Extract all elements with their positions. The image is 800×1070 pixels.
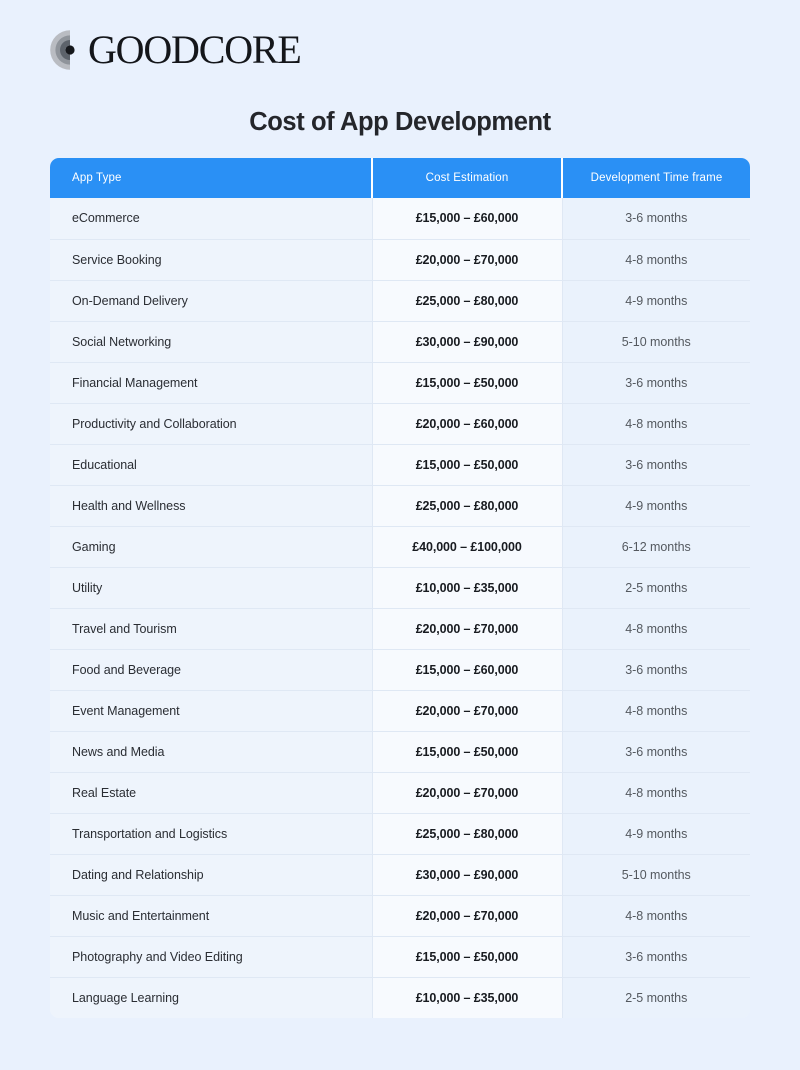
cell-cost-estimation: £25,000 – £80,000 xyxy=(372,280,562,321)
cost-table-container xyxy=(50,158,750,1018)
brand-logo xyxy=(48,28,301,72)
cell-app-type: On-Demand Delivery xyxy=(50,280,372,321)
cell-development-time-frame: 4-8 months xyxy=(562,895,750,936)
column-header-app-type[interactable]: App Type xyxy=(50,158,372,198)
cell-app-type: Dating and Relationship xyxy=(50,854,372,895)
page-title: Cost of App Development xyxy=(249,108,551,136)
goodcore-spiral-logo-icon xyxy=(48,28,92,72)
cell-development-time-frame: 6-12 months xyxy=(562,526,750,567)
cell-app-type: Utility xyxy=(50,567,372,608)
cell-app-type: Educational xyxy=(50,444,372,485)
cell-development-time-frame: 4-9 months xyxy=(562,813,750,854)
table-row xyxy=(50,239,750,280)
table-row xyxy=(50,198,750,239)
cell-cost-estimation: £25,000 – £80,000 xyxy=(372,485,562,526)
table-row xyxy=(50,936,750,977)
table-row xyxy=(50,280,750,321)
cell-cost-estimation: £15,000 – £50,000 xyxy=(372,444,562,485)
cell-development-time-frame: 5-10 months xyxy=(562,321,750,362)
cell-app-type: Transportation and Logistics xyxy=(50,813,372,854)
cell-development-time-frame: 3-6 months xyxy=(562,731,750,772)
cell-app-type: Real Estate xyxy=(50,772,372,813)
cell-app-type: Service Booking xyxy=(50,239,372,280)
cell-development-time-frame: 4-8 months xyxy=(562,772,750,813)
cell-app-type: Music and Entertainment xyxy=(50,895,372,936)
cell-development-time-frame: 4-8 months xyxy=(562,608,750,649)
cost-of-app-development-table xyxy=(50,158,750,1018)
cell-cost-estimation: £30,000 – £90,000 xyxy=(372,321,562,362)
table-row xyxy=(50,444,750,485)
cell-app-type: eCommerce xyxy=(50,198,372,239)
cell-cost-estimation: £15,000 – £50,000 xyxy=(372,362,562,403)
cell-cost-estimation: £20,000 – £70,000 xyxy=(372,608,562,649)
cell-development-time-frame: 4-8 months xyxy=(562,690,750,731)
cell-cost-estimation: £20,000 – £70,000 xyxy=(372,772,562,813)
table-row xyxy=(50,895,750,936)
cell-development-time-frame: 5-10 months xyxy=(562,854,750,895)
cell-app-type: Food and Beverage xyxy=(50,649,372,690)
cell-cost-estimation: £20,000 – £70,000 xyxy=(372,239,562,280)
cell-cost-estimation: £15,000 – £50,000 xyxy=(372,731,562,772)
table-row xyxy=(50,485,750,526)
table-row xyxy=(50,567,750,608)
cell-development-time-frame: 4-8 months xyxy=(562,403,750,444)
table-body xyxy=(50,198,750,1018)
table-row xyxy=(50,977,750,1018)
cell-development-time-frame: 3-6 months xyxy=(562,649,750,690)
column-header-cost-estimation[interactable]: Cost Estimation xyxy=(372,158,562,198)
table-row xyxy=(50,731,750,772)
table-row xyxy=(50,526,750,567)
cell-development-time-frame: 3-6 months xyxy=(562,444,750,485)
cell-cost-estimation: £15,000 – £60,000 xyxy=(372,198,562,239)
table-row xyxy=(50,608,750,649)
table-row xyxy=(50,362,750,403)
cell-app-type: News and Media xyxy=(50,731,372,772)
cell-app-type: Travel and Tourism xyxy=(50,608,372,649)
table-row xyxy=(50,649,750,690)
brand-wordmark: GOODCORE xyxy=(88,27,301,72)
cell-app-type: Language Learning xyxy=(50,977,372,1018)
cell-development-time-frame: 2-5 months xyxy=(562,977,750,1018)
cell-cost-estimation: £30,000 – £90,000 xyxy=(372,854,562,895)
cell-development-time-frame: 3-6 months xyxy=(562,936,750,977)
cell-development-time-frame: 2-5 months xyxy=(562,567,750,608)
cell-app-type: Photography and Video Editing xyxy=(50,936,372,977)
cell-development-time-frame: 3-6 months xyxy=(562,198,750,239)
table-header xyxy=(50,158,750,198)
cell-development-time-frame: 4-9 months xyxy=(562,485,750,526)
table-row xyxy=(50,403,750,444)
table-row xyxy=(50,813,750,854)
cell-development-time-frame: 4-9 months xyxy=(562,280,750,321)
cell-app-type: Social Networking xyxy=(50,321,372,362)
cell-app-type: Health and Wellness xyxy=(50,485,372,526)
cell-cost-estimation: £10,000 – £35,000 xyxy=(372,567,562,608)
table-row xyxy=(50,854,750,895)
cell-app-type: Event Management xyxy=(50,690,372,731)
cell-app-type: Financial Management xyxy=(50,362,372,403)
cell-cost-estimation: £25,000 – £80,000 xyxy=(372,813,562,854)
cell-app-type: Productivity and Collaboration xyxy=(50,403,372,444)
table-row xyxy=(50,772,750,813)
cell-development-time-frame: 3-6 months xyxy=(562,362,750,403)
cell-cost-estimation: £10,000 – £35,000 xyxy=(372,977,562,1018)
cell-cost-estimation: £40,000 – £100,000 xyxy=(372,526,562,567)
table-row xyxy=(50,690,750,731)
cell-cost-estimation: £20,000 – £70,000 xyxy=(372,895,562,936)
cell-cost-estimation: £15,000 – £50,000 xyxy=(372,936,562,977)
cell-cost-estimation: £20,000 – £70,000 xyxy=(372,690,562,731)
cell-development-time-frame: 4-8 months xyxy=(562,239,750,280)
cell-cost-estimation: £20,000 – £60,000 xyxy=(372,403,562,444)
cell-app-type: Gaming xyxy=(50,526,372,567)
table-header-row xyxy=(50,158,750,198)
column-header-development-time-frame[interactable]: Development Time frame xyxy=(562,158,750,198)
table-row xyxy=(50,321,750,362)
cell-cost-estimation: £15,000 – £60,000 xyxy=(372,649,562,690)
